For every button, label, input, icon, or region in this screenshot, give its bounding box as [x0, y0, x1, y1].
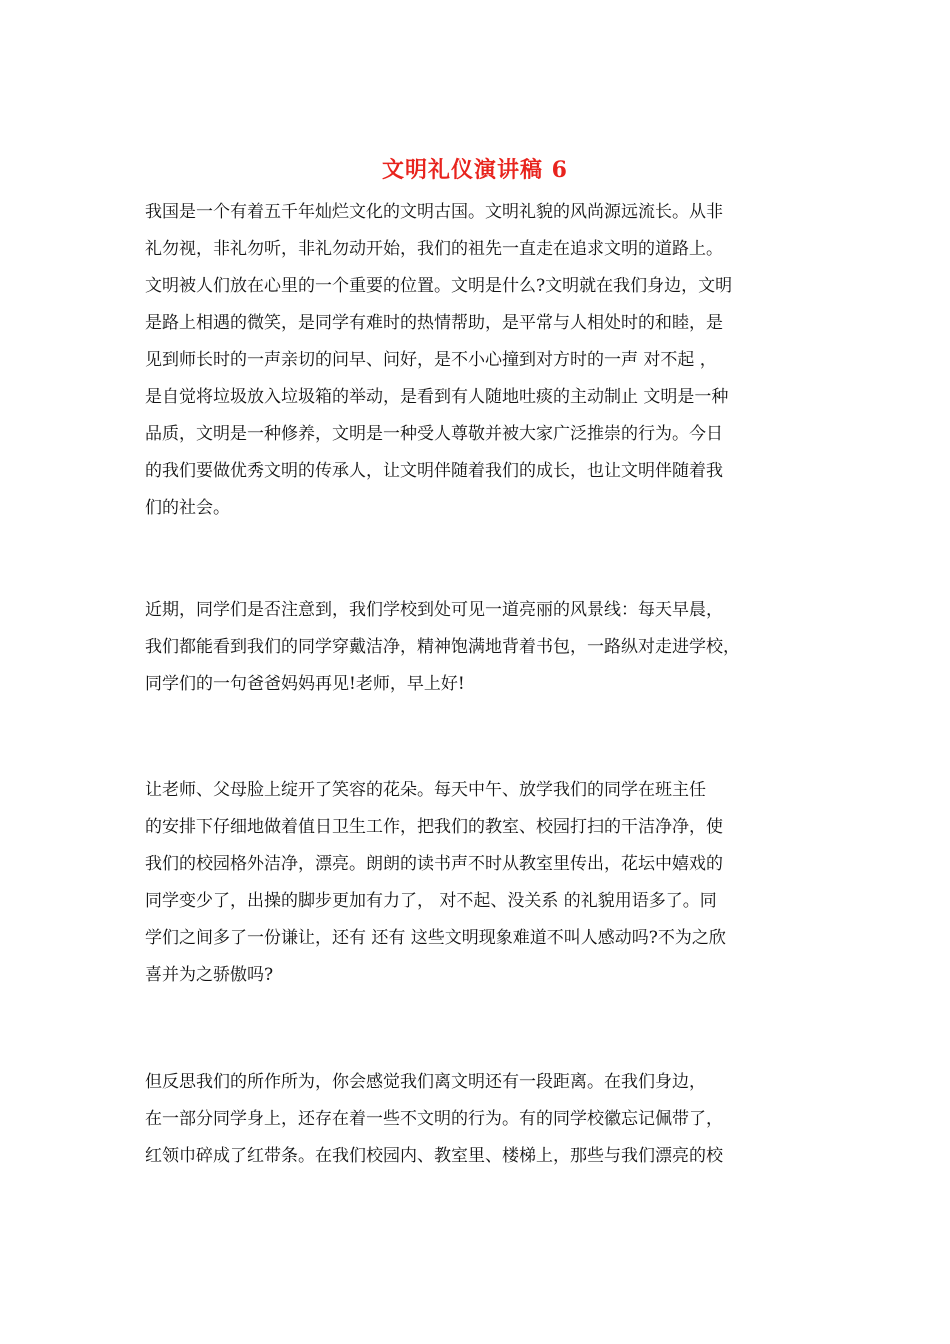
text-line: 让老师、父母脸上绽开了笑容的花朵。每天中午、放学我们的同学在班主任 — [145, 780, 706, 800]
text-line: 学们之间多了一份谦让，还有 还有 这些文明现象难道不叫人感动吗?不为之欣 — [145, 928, 726, 948]
text-line: 们的社会。 — [145, 498, 230, 518]
text-line: 喜并为之骄傲吗? — [145, 965, 274, 985]
text-line: 红领巾碎成了红带条。在我们校园内、教室里、楼梯上，那些与我们漂亮的校 — [145, 1146, 723, 1166]
paragraph-2 — [145, 592, 815, 703]
document-title: 文明礼仪演讲稿 6 — [382, 157, 568, 183]
paragraph-3 — [145, 772, 815, 994]
text-line: 我们都能看到我们的同学穿戴洁净，精神饱满地背着书包，一路纵对走进学校， — [145, 637, 740, 657]
text-line: 文明被人们放在心里的一个重要的位置。文明是什么?文明就在我们身边，文明 — [145, 276, 733, 296]
text-line: 同学变少了，出操的脚步更加有力了， 对不起、没关系 的礼貌用语多了。同 — [145, 891, 717, 911]
text-line: 见到师长时的一声亲切的问早、问好，是不小心撞到对方时的一声 对不起 ， — [145, 350, 717, 370]
text-line: 但反思我们的所作所为，你会感觉我们离文明还有一段距离。在我们身边， — [145, 1072, 706, 1092]
text-line: 的安排下仔细地做着值日卫生工作，把我们的教室、校园打扫的干洁净净，使 — [145, 817, 723, 837]
text-line: 的我们要做优秀文明的传承人，让文明伴随着我们的成长，也让文明伴随着我 — [145, 461, 723, 481]
text-line: 礼勿视，非礼勿听，非礼勿动开始，我们的祖先一直走在追求文明的道路上。 — [145, 239, 723, 259]
text-line: 近期，同学们是否注意到，我们学校到处可见一道亮丽的风景线：每天早晨， — [145, 600, 723, 620]
paragraph-4 — [145, 1064, 815, 1175]
text-line: 我国是一个有着五千年灿烂文化的文明古国。文明礼貌的风尚源远流长。从非 — [145, 202, 723, 222]
text-line: 在一部分同学身上，还存在着一些不文明的行为。有的同学校徽忘记佩带了， — [145, 1109, 723, 1129]
text-line: 是路上相遇的微笑，是同学有难时的热情帮助，是平常与人相处时的和睦，是 — [145, 313, 723, 333]
paragraph-1 — [145, 194, 815, 527]
text-line: 品质，文明是一种修养，文明是一种受人尊敬并被大家广泛推崇的行为。今日 — [145, 424, 723, 444]
text-line: 同学们的一句爸爸妈妈再见!老师，早上好! — [145, 674, 465, 694]
text-line: 是自觉将垃圾放入垃圾箱的举动，是看到有人随地吐痰的主动制止 文明是一种 — [145, 387, 729, 407]
text-line: 我们的校园格外洁净，漂亮。朗朗的读书声不时从教室里传出，花坛中嬉戏的 — [145, 854, 723, 874]
